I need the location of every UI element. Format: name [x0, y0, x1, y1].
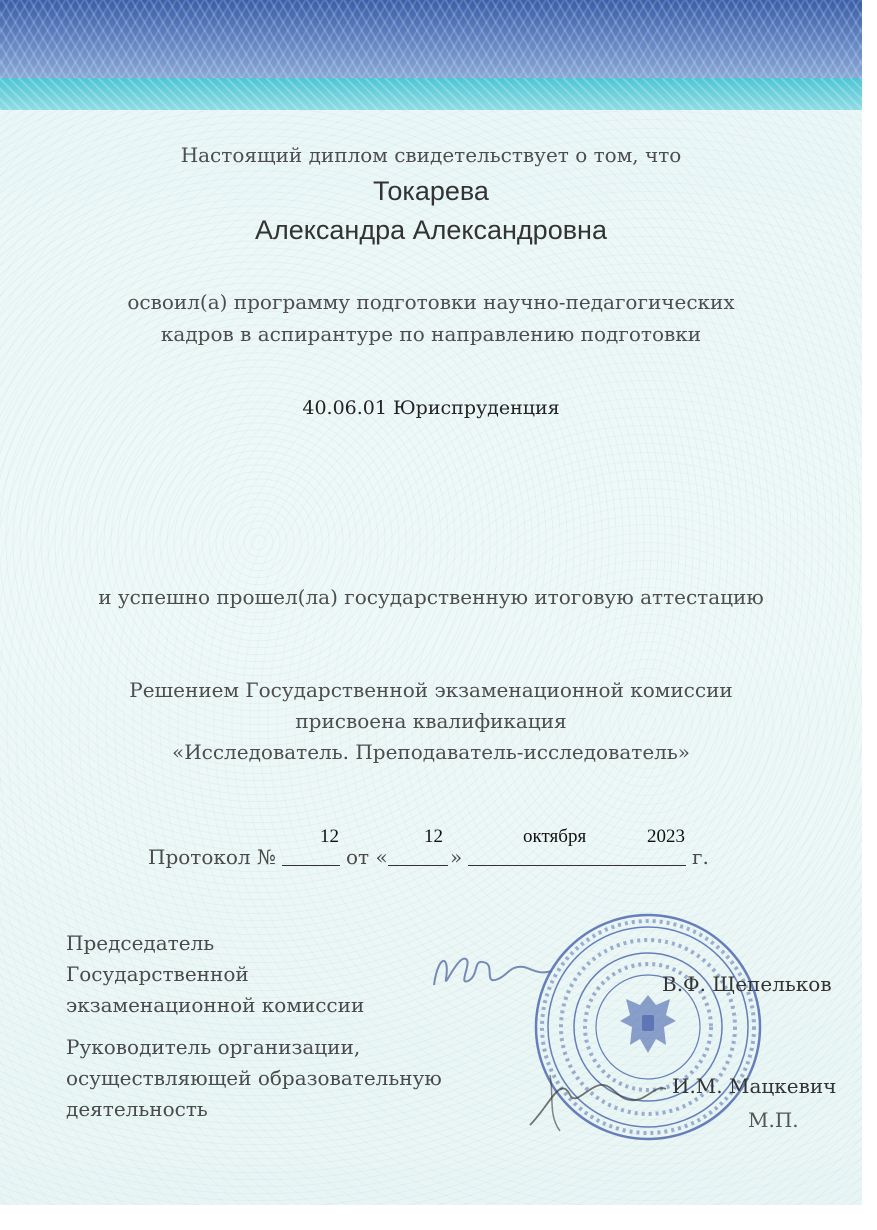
- eagle-emblem-icon: [620, 995, 676, 1053]
- chair-title-line-3: экзаменационной комиссии: [66, 993, 365, 1017]
- recipient-given-names: Александра Александровна: [255, 215, 607, 245]
- recipient-surname: Токарева: [373, 176, 489, 206]
- protocol-date-line: [468, 865, 686, 866]
- protocol-number-value: 12: [320, 826, 339, 847]
- direction-code: 40.06.01 Юриспруденция: [302, 397, 560, 419]
- program-line-2: кадров в аспирантуре по направлению подготовки: [160, 322, 702, 346]
- stamp-place-mark: М.П.: [748, 1108, 799, 1132]
- protocol-year-value: 2023: [647, 826, 685, 847]
- protocol-label: Протокол №: [148, 845, 276, 869]
- protocol-from-label: от «: [346, 845, 388, 869]
- head-title-line-1: Руководитель организации,: [66, 1035, 361, 1059]
- head-signature: [520, 1055, 670, 1135]
- intro-text: Настоящий диплом свидетельствует о том, что: [180, 143, 682, 167]
- head-title-line-2: осуществляющей образовательную: [66, 1066, 442, 1090]
- decorative-top-band: [0, 0, 862, 78]
- attestation-text: и успешно прошел(ла) государственную итоговую аттестацию: [98, 585, 764, 609]
- chair-signature: [428, 945, 568, 1000]
- chair-title-line-1: Председатель: [66, 931, 215, 955]
- chair-title-line-2: Государственной: [66, 962, 249, 986]
- page-margin: [862, 0, 877, 1230]
- head-name: И.М. Мацкевич: [672, 1074, 837, 1098]
- chair-title: [66, 928, 364, 1021]
- decorative-cyan-band: [0, 78, 862, 110]
- head-title-line-3: деятельность: [66, 1097, 208, 1121]
- decision-line-2: присвоена квалификация: [295, 709, 567, 733]
- protocol-year-suffix: г.: [692, 845, 709, 869]
- protocol-quote-close: »: [450, 845, 463, 869]
- decision-line-1: Решением Государственной экзаменационной комиссии: [129, 678, 733, 702]
- protocol-number-line: [282, 865, 340, 866]
- chair-name: В.Ф. Щепельков: [662, 972, 832, 996]
- qualification-title: «Исследователь. Преподаватель-исследователь»: [171, 740, 691, 764]
- head-title: [66, 1032, 442, 1125]
- protocol-month-value: октября: [523, 826, 587, 847]
- protocol-day-line: [388, 865, 448, 866]
- protocol-day-value: 12: [424, 826, 443, 847]
- program-line-1: освоил(а) программу подготовки научно-педагогических: [127, 290, 735, 314]
